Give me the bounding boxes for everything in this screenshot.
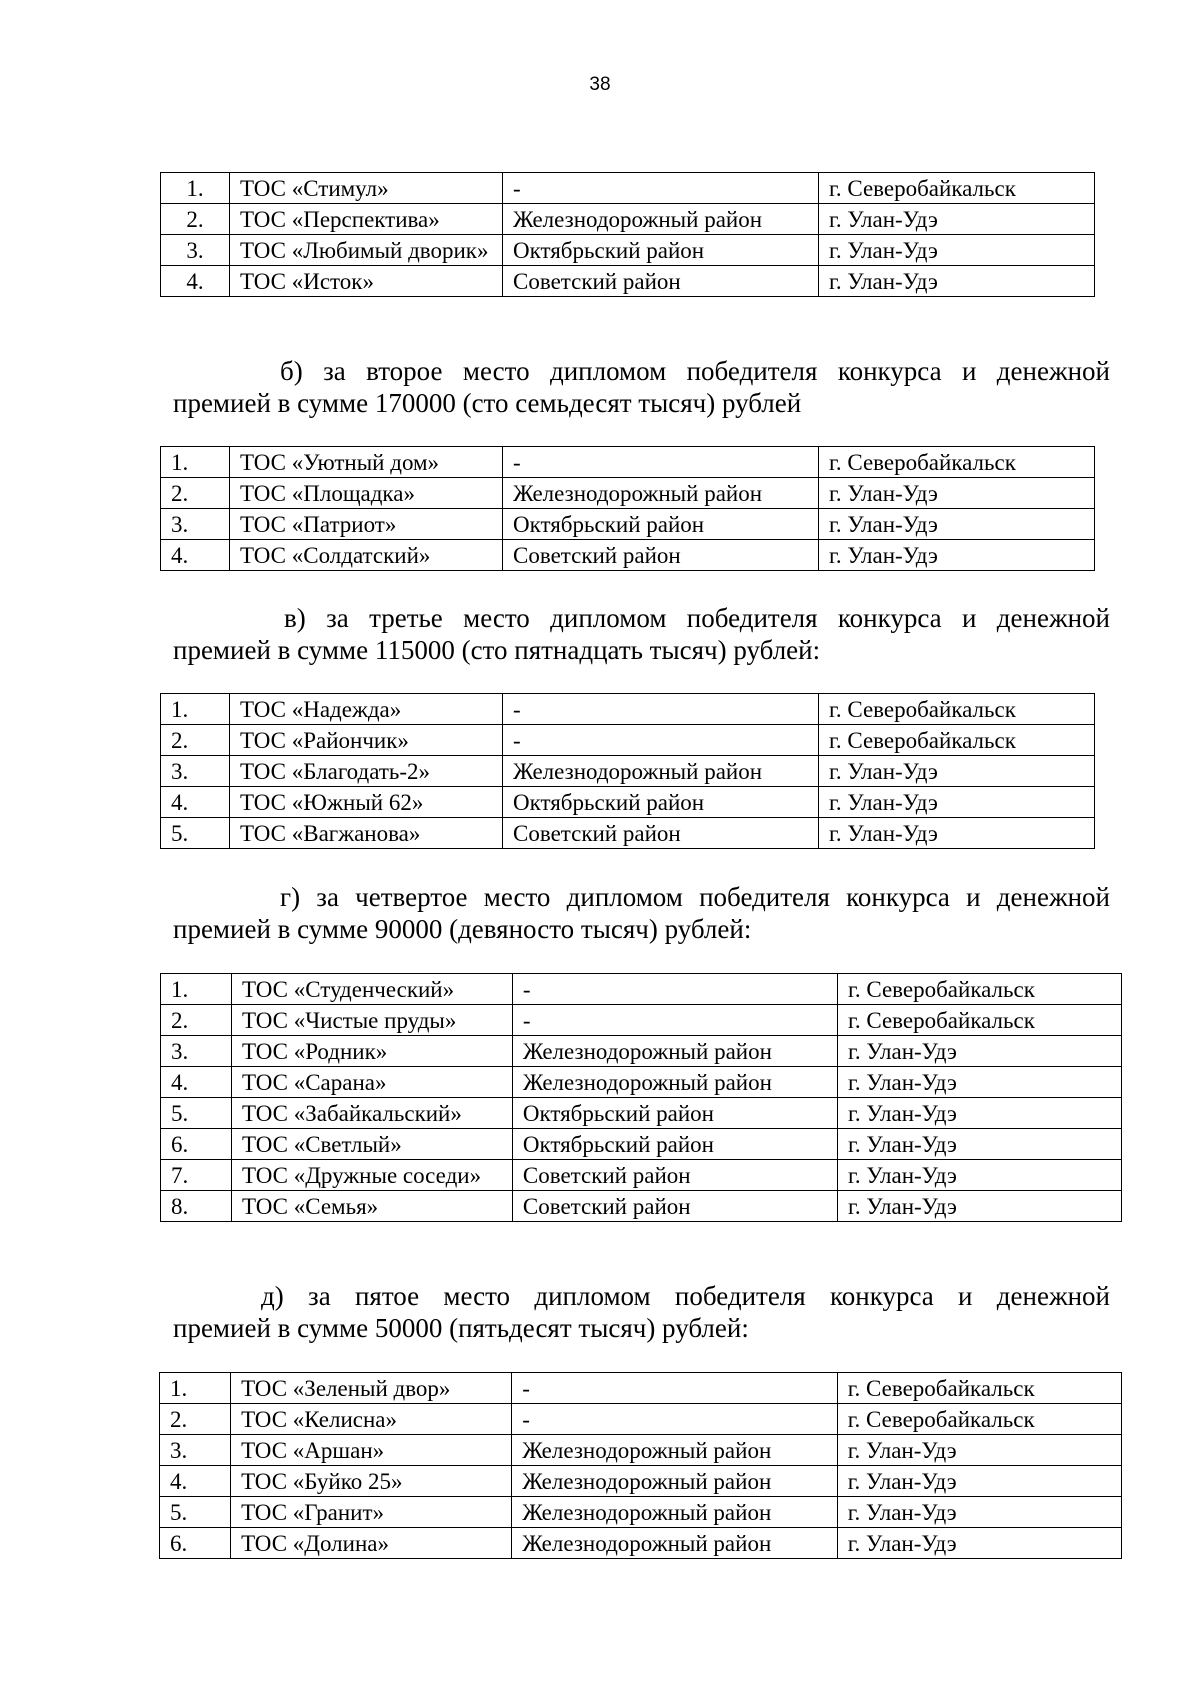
city: г. Северобайкальск: [819, 173, 1095, 204]
city: г. Улан-Удэ: [819, 266, 1095, 297]
city: г. Улан-Удэ: [838, 1191, 1122, 1222]
district: Железнодорожный район: [512, 1497, 837, 1528]
paragraph-line-1: г) за четвертое место дипломом победителя конкурса и денежной: [280, 882, 1110, 912]
row-number: 2.: [160, 1404, 231, 1435]
tos-name: ТОС «Аршан»: [231, 1435, 512, 1466]
paragraph-line-2: премией в сумме 90000 (девяносто тысяч) рублей:: [173, 914, 752, 944]
city: г. Северобайкальск: [819, 447, 1095, 478]
row-number: 2.: [161, 478, 230, 509]
district: -: [503, 173, 819, 204]
table-row: [161, 1191, 1122, 1222]
district: Октябрьский район: [503, 235, 819, 266]
winners-table-second-place: [160, 446, 1095, 571]
paragraph-line-1: б) за второе место дипломом победителя конкурса и денежной: [280, 356, 1110, 386]
tos-name: ТОС «Забайкальский»: [231, 1098, 512, 1129]
table-row: [160, 1528, 1122, 1559]
table-row: [160, 1435, 1122, 1466]
paragraph-line-1: в) за третье место дипломом победителя конкурса и денежной: [284, 603, 1110, 633]
district: -: [512, 1404, 837, 1435]
city: г. Улан-Удэ: [819, 204, 1095, 235]
row-number: 3.: [161, 509, 230, 540]
paragraph-line-1: д) за пятое место дипломом победителя конкурса и денежной: [261, 1281, 1110, 1311]
table-row: [161, 266, 1095, 297]
table-row: [160, 1497, 1122, 1528]
district: Железнодорожный район: [512, 1036, 837, 1067]
city: г. Улан-Удэ: [838, 1129, 1122, 1160]
tos-name: ТОС «Келисна»: [231, 1404, 512, 1435]
table-row: [161, 1005, 1122, 1036]
table-row: [161, 1036, 1122, 1067]
city: г. Улан-Удэ: [837, 1435, 1121, 1466]
district: -: [512, 1373, 837, 1404]
row-number: 3.: [161, 756, 230, 787]
tos-name: ТОС «Благодать-2»: [230, 756, 503, 787]
tos-name: ТОС «Площадка»: [230, 478, 503, 509]
city: г. Северобайкальск: [837, 1404, 1121, 1435]
row-number: 6.: [161, 1129, 232, 1160]
table-row: [161, 974, 1122, 1005]
district: Октябрьский район: [512, 1129, 837, 1160]
table-row: [161, 694, 1095, 725]
row-number: 4.: [161, 1067, 232, 1098]
tos-name: ТОС «Гранит»: [231, 1497, 512, 1528]
district: Железнодорожный район: [512, 1435, 837, 1466]
fifth-place-paragraph: [173, 1280, 1110, 1344]
district: -: [512, 974, 837, 1005]
city: г. Северобайкальск: [837, 1373, 1121, 1404]
district: Октябрьский район: [503, 787, 819, 818]
row-number: 1.: [161, 974, 232, 1005]
second-place-paragraph: [173, 355, 1110, 419]
tos-name: ТОС «Любимый дворик»: [230, 235, 503, 266]
city: г. Северобайкальск: [819, 725, 1095, 756]
district: -: [503, 694, 819, 725]
district: Железнодорожный район: [512, 1528, 837, 1559]
paragraph-line-2: премией в сумме 50000 (пятьдесят тысяч) рублей:: [173, 1313, 749, 1343]
table-row: [161, 1067, 1122, 1098]
winners-table-first-place: [160, 172, 1095, 297]
tos-name: ТОС «Дружные соседи»: [231, 1160, 512, 1191]
table-row: [161, 756, 1095, 787]
row-number: 2.: [161, 204, 230, 235]
row-number: 7.: [161, 1160, 232, 1191]
city: г. Улан-Удэ: [819, 235, 1095, 266]
row-number: 4.: [161, 266, 230, 297]
district: Советский район: [503, 266, 819, 297]
tos-name: ТОС «Стимул»: [230, 173, 503, 204]
tos-name: ТОС «Райончик»: [230, 725, 503, 756]
district: Октябрьский район: [512, 1098, 837, 1129]
table-row: [160, 1373, 1122, 1404]
tos-name: ТОС «Родник»: [231, 1036, 512, 1067]
row-number: 3.: [161, 1036, 232, 1067]
city: г. Улан-Удэ: [838, 1098, 1122, 1129]
table-row: [161, 725, 1095, 756]
table-row: [161, 540, 1095, 571]
table-row: [161, 478, 1095, 509]
row-number: 1.: [161, 173, 230, 204]
table-row: [161, 818, 1095, 849]
district: -: [512, 1005, 837, 1036]
table-row: [161, 787, 1095, 818]
tos-name: ТОС «Солдатский»: [230, 540, 503, 571]
district: Советский район: [503, 818, 819, 849]
city: г. Улан-Удэ: [819, 509, 1095, 540]
row-number: 8.: [161, 1191, 232, 1222]
city: г. Улан-Удэ: [838, 1036, 1122, 1067]
tos-name: ТОС «Перспектива»: [230, 204, 503, 235]
city: г. Улан-Удэ: [819, 540, 1095, 571]
district: Октябрьский район: [503, 509, 819, 540]
district: Железнодорожный район: [503, 756, 819, 787]
tos-name: ТОС «Сарана»: [231, 1067, 512, 1098]
third-place-paragraph: [173, 602, 1110, 666]
row-number: 5.: [160, 1497, 231, 1528]
table-row: [161, 447, 1095, 478]
city: г. Улан-Удэ: [837, 1466, 1121, 1497]
district: -: [503, 447, 819, 478]
row-number: 4.: [161, 787, 230, 818]
city: г. Северобайкальск: [838, 1005, 1122, 1036]
row-number: 5.: [161, 818, 230, 849]
row-number: 4.: [160, 1466, 231, 1497]
tos-name: ТОС «Южный 62»: [230, 787, 503, 818]
tos-name: ТОС «Чистые пруды»: [231, 1005, 512, 1036]
winners-table-third-place: [160, 693, 1095, 849]
city: г. Улан-Удэ: [819, 787, 1095, 818]
city: г. Северобайкальск: [838, 974, 1122, 1005]
city: г. Улан-Удэ: [819, 756, 1095, 787]
row-number: 6.: [160, 1528, 231, 1559]
tos-name: ТОС «Исток»: [230, 266, 503, 297]
tos-name: ТОС «Долина»: [231, 1528, 512, 1559]
row-number: 1.: [160, 1373, 231, 1404]
winners-table-fifth-place: [159, 1372, 1122, 1559]
table-row: [161, 235, 1095, 266]
paragraph-line-2: премией в сумме 170000 (сто семьдесят тысяч) рублей: [173, 388, 802, 418]
city: г. Улан-Удэ: [819, 818, 1095, 849]
tos-name: ТОС «Вагжанова»: [230, 818, 503, 849]
table-row: [161, 204, 1095, 235]
district: Советский район: [512, 1191, 837, 1222]
tos-name: ТОС «Патриот»: [230, 509, 503, 540]
table-row: [161, 509, 1095, 540]
city: г. Улан-Удэ: [838, 1160, 1122, 1191]
table-row: [161, 173, 1095, 204]
row-number: 3.: [161, 235, 230, 266]
table-row: [160, 1404, 1122, 1435]
city: г. Улан-Удэ: [819, 478, 1095, 509]
row-number: 1.: [161, 694, 230, 725]
district: Советский район: [512, 1160, 837, 1191]
city: г. Северобайкальск: [819, 694, 1095, 725]
tos-name: ТОС «Светлый»: [231, 1129, 512, 1160]
row-number: 1.: [161, 447, 230, 478]
district: Железнодорожный район: [512, 1466, 837, 1497]
tos-name: ТОС «Буйко 25»: [231, 1466, 512, 1497]
table-row: [161, 1160, 1122, 1191]
row-number: 3.: [160, 1435, 231, 1466]
table-row: [160, 1466, 1122, 1497]
tos-name: ТОС «Студенческий»: [231, 974, 512, 1005]
table-row: [161, 1098, 1122, 1129]
row-number: 4.: [161, 540, 230, 571]
district: -: [503, 725, 819, 756]
fourth-place-paragraph: [173, 881, 1110, 945]
row-number: 5.: [161, 1098, 232, 1129]
tos-name: ТОС «Зеленый двор»: [231, 1373, 512, 1404]
city: г. Улан-Удэ: [837, 1528, 1121, 1559]
city: г. Улан-Удэ: [838, 1067, 1122, 1098]
district: Железнодорожный район: [512, 1067, 837, 1098]
district: Советский район: [503, 540, 819, 571]
row-number: 2.: [161, 725, 230, 756]
page-number: 38: [589, 74, 611, 95]
district: Железнодорожный район: [503, 204, 819, 235]
row-number: 2.: [161, 1005, 232, 1036]
table-row: [161, 1129, 1122, 1160]
winners-table-fourth-place: [160, 973, 1122, 1222]
city: г. Улан-Удэ: [837, 1497, 1121, 1528]
tos-name: ТОС «Надежда»: [230, 694, 503, 725]
paragraph-line-2: премией в сумме 115000 (сто пятнадцать тысяч) рублей:: [173, 635, 821, 665]
district: Железнодорожный район: [503, 478, 819, 509]
tos-name: ТОС «Уютный дом»: [230, 447, 503, 478]
tos-name: ТОС «Семья»: [231, 1191, 512, 1222]
